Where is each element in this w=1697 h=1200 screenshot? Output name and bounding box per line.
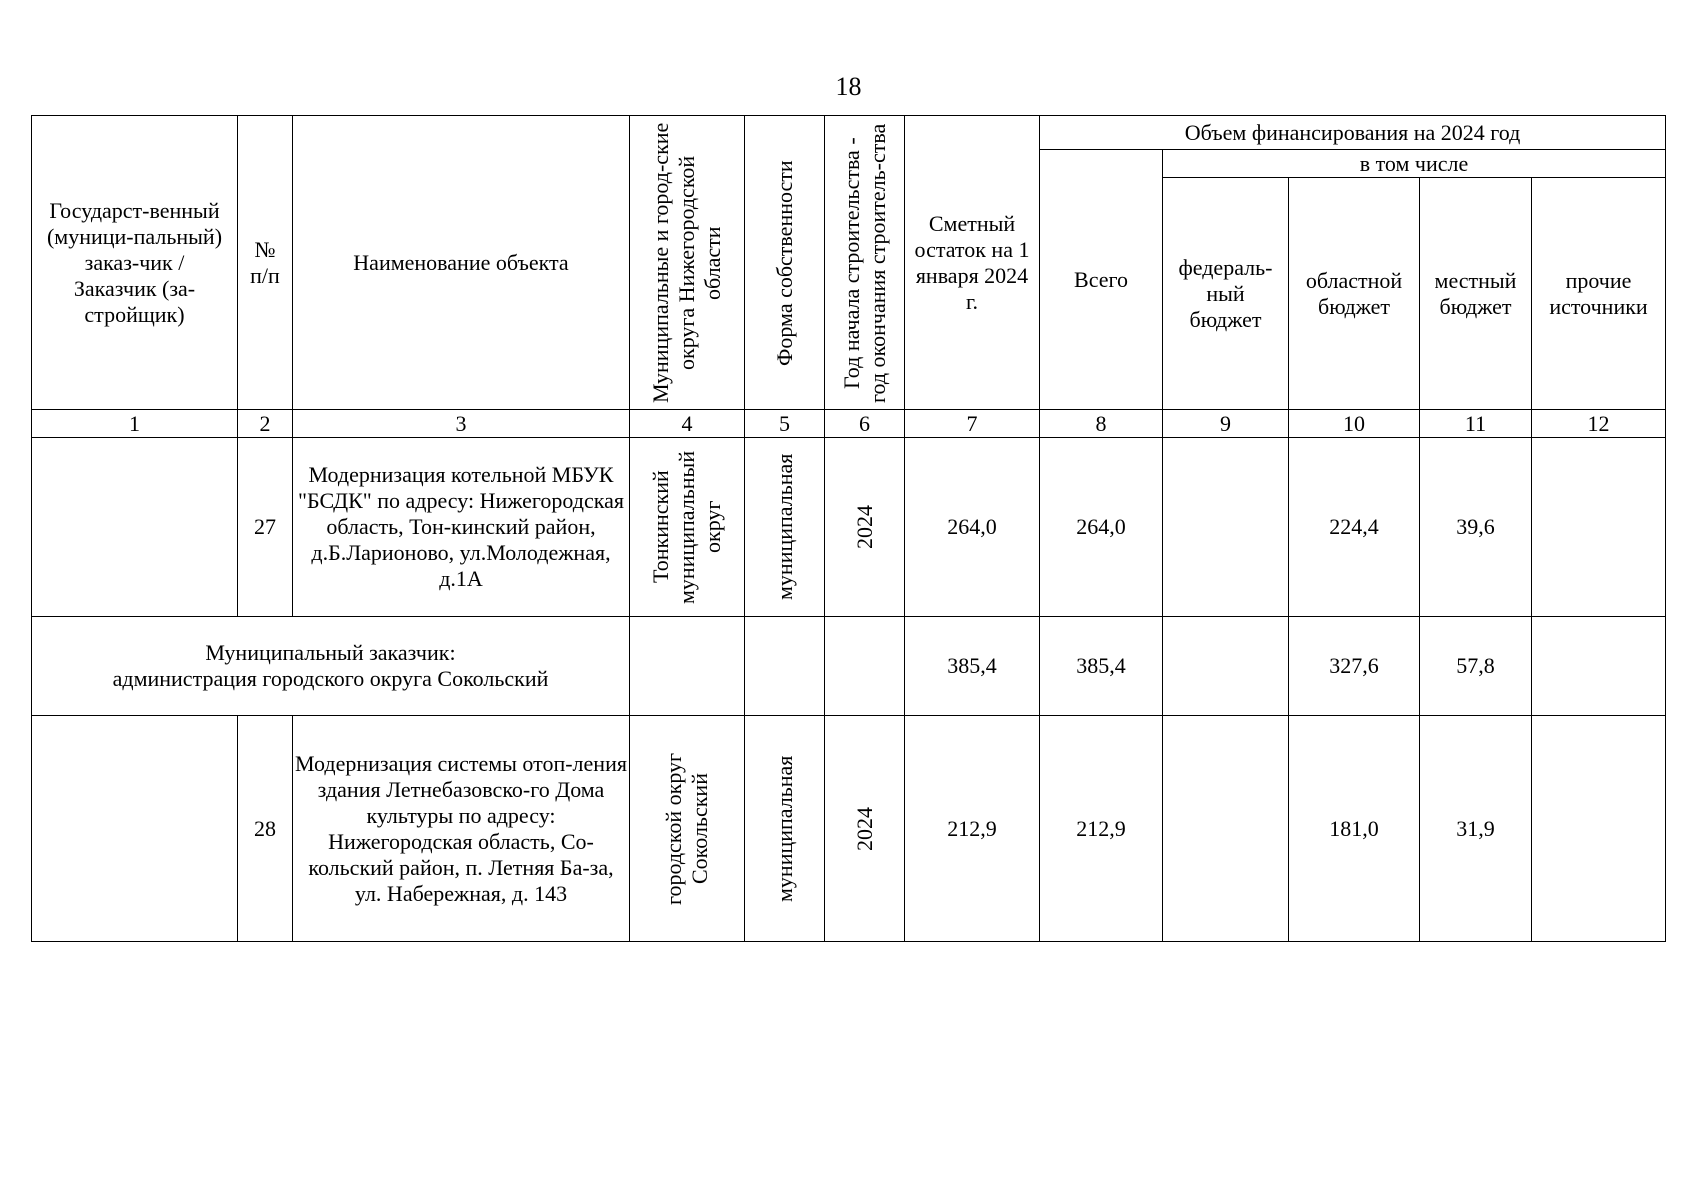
row28-years: 2024 (825, 716, 905, 942)
row27-other (1532, 438, 1666, 617)
header-district: Муниципальные и город-ские округа Нижегородской области (630, 116, 745, 410)
column-number: 12 (1532, 410, 1666, 438)
header-regional: областной бюджет (1289, 178, 1420, 410)
group-row (32, 617, 1666, 716)
column-number: 3 (293, 410, 630, 438)
financing-table (31, 115, 1666, 942)
header-estimate: Сметный остаток на 1 января 2024 г. (905, 116, 1040, 410)
row28-regional: 181,0 (1289, 716, 1420, 942)
column-number: 2 (238, 410, 293, 438)
column-number: 8 (1040, 410, 1163, 438)
row27-estimate: 264,0 (905, 438, 1040, 617)
column-number: 7 (905, 410, 1040, 438)
group-customer: Муниципальный заказчик: администрация городского округа Сокольский (32, 617, 630, 716)
row28-object-name: Модернизация системы отоп-ления здания Летнебазовско-го Дома культуры по адресу: Нижегородская область, Со-кольский район, п. Летняя Ба-за, ул. Набережная, д. 143 (293, 716, 630, 942)
page-number: 18 (835, 72, 862, 101)
group-other (1532, 617, 1666, 716)
row27-number: 27 (238, 438, 293, 617)
group-federal (1163, 617, 1289, 716)
column-number: 1 (32, 410, 238, 438)
header-federal: федераль-ный бюджет (1163, 178, 1289, 410)
group-years (825, 617, 905, 716)
row28-customer (32, 716, 238, 942)
row28-federal (1163, 716, 1289, 942)
column-number: 11 (1420, 410, 1532, 438)
header-object-name: Наименование объекта (293, 116, 630, 410)
row28-estimate: 212,9 (905, 716, 1040, 942)
row28-ownership: муниципальная (745, 716, 825, 942)
header-ownership: Форма собственности (745, 116, 825, 410)
group-district (630, 617, 745, 716)
row27-local: 39,6 (1420, 438, 1532, 617)
header-other: прочие источники (1532, 178, 1666, 410)
header-local: местный бюджет (1420, 178, 1532, 410)
column-number: 4 (630, 410, 745, 438)
row27-regional: 224,4 (1289, 438, 1420, 617)
group-regional: 327,6 (1289, 617, 1420, 716)
group-total: 385,4 (1040, 617, 1163, 716)
table-row (32, 438, 1666, 617)
column-numbers-row (32, 410, 1666, 438)
header-customer: Государст-венный (муници-пальный) заказ-чик / Заказчик (за-стройщик) (32, 116, 238, 410)
column-number: 9 (1163, 410, 1289, 438)
row28-other (1532, 716, 1666, 942)
row27-district: Тонкинский муниципальный округ (630, 438, 745, 617)
column-number: 10 (1289, 410, 1420, 438)
row27-ownership: муниципальная (745, 438, 825, 617)
group-estimate: 385,4 (905, 617, 1040, 716)
header-number: № п/п (238, 116, 293, 410)
row28-local: 31,9 (1420, 716, 1532, 942)
header-years: Год начала строительства - год окончания строитель-ства (825, 116, 905, 410)
header-including: в том числе (1163, 150, 1666, 178)
header-row-1 (32, 116, 1666, 150)
row27-federal (1163, 438, 1289, 617)
group-local: 57,8 (1420, 617, 1532, 716)
row27-total: 264,0 (1040, 438, 1163, 617)
row28-number: 28 (238, 716, 293, 942)
row27-customer (32, 438, 238, 617)
table-row (32, 716, 1666, 942)
column-number: 5 (745, 410, 825, 438)
row28-total: 212,9 (1040, 716, 1163, 942)
group-ownership (745, 617, 825, 716)
header-total: Всего (1040, 150, 1163, 410)
row27-years: 2024 (825, 438, 905, 617)
row27-object-name: Модернизация котельной МБУК "БСДК" по адресу: Нижегородская область, Тон-кинский район, д.Б.Ларионово, ул.Молодежная, д.1А (293, 438, 630, 617)
column-number: 6 (825, 410, 905, 438)
header-funding-group: Объем финансирования на 2024 год (1040, 116, 1666, 150)
row28-district: городской округ Сокольский (630, 716, 745, 942)
